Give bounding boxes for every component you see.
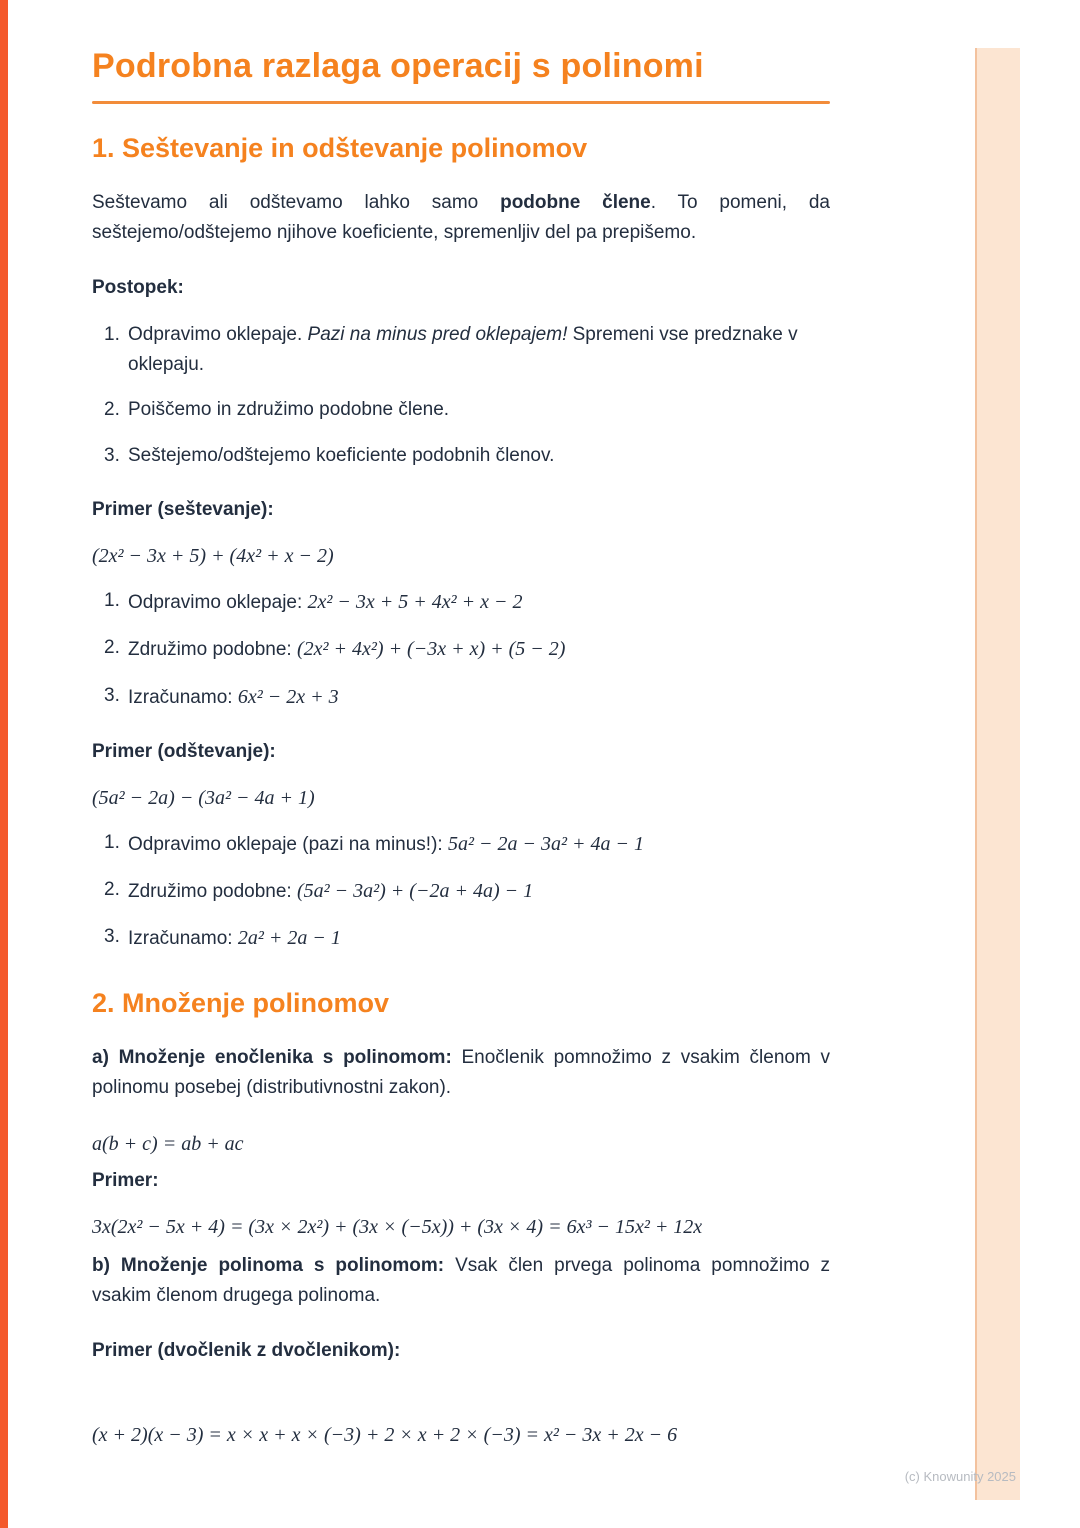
- right-margin-band: [975, 48, 1020, 1500]
- step-text: Seštejemo/odštejemo koeficiente podobnih členov.: [128, 444, 555, 466]
- paragraph-a-bold: a) Množenje enočlenika s polinomom:: [92, 1046, 452, 1068]
- page-title: Podrobna razlaga operacij s polinomi: [92, 47, 704, 85]
- step-math: 6x² − 2x + 3: [237, 685, 339, 708]
- postopek-list: [92, 320, 830, 472]
- primer-dvoclenik-label: Primer (dvočlenik z dvočlenikom):: [92, 1340, 401, 1362]
- section-2-heading: 2. Množenje polinomov: [92, 987, 390, 1018]
- example-step: [104, 875, 830, 907]
- step-label: Združimo podobne:: [128, 639, 297, 661]
- left-accent-stripe: [0, 0, 8, 1528]
- example-step: [104, 586, 830, 618]
- example-step: [104, 633, 830, 665]
- example-step: [104, 681, 830, 713]
- step-math: 5a² − 2a − 3a² + 4a − 1: [447, 832, 644, 855]
- step-label: Odpravimo oklepaje:: [128, 591, 308, 613]
- distributive-law-formula: a(b + c) = ab + ac: [92, 1133, 244, 1156]
- intro-bold-term: podobne člene: [500, 191, 651, 213]
- title-divider: [92, 101, 830, 104]
- section-1-intro: [92, 188, 830, 250]
- intro-text-1: Seštevamo ali odštevamo lahko samo: [92, 191, 501, 213]
- example-step: [104, 828, 830, 860]
- primer-sestevanje-steps: [92, 586, 830, 713]
- primer-sestevanje-label: Primer (seštevanje):: [92, 499, 274, 521]
- step-label: Izračunamo:: [128, 928, 238, 950]
- watermark: (c) Knowunity 2025: [904, 1469, 1016, 1484]
- primer-sestevanje-expression: (2x² − 3x + 5) + (4x² + x − 2): [92, 544, 334, 567]
- step-italic-warning: Pazi na minus pred oklepajem!: [307, 323, 568, 345]
- paragraph-monomial: [92, 1043, 830, 1105]
- example-step: [104, 922, 830, 954]
- step-math: (2x² + 4x²) + (−3x + x) + (5 − 2): [297, 638, 566, 661]
- paragraph-b-bold: b) Množenje polinoma s polinomom:: [92, 1254, 445, 1276]
- step-label: Odpravimo oklepaje (pazi na minus!):: [128, 833, 448, 855]
- step-math: 2x² − 3x + 5 + 4x² + x − 2: [307, 590, 523, 613]
- primer-odstevanje-steps: [92, 828, 830, 955]
- postopek-label: Postopek:: [92, 277, 184, 299]
- step-label: Izračunamo:: [128, 686, 238, 708]
- primer-label: Primer:: [92, 1170, 159, 1192]
- primer-odstevanje-label: Primer (odštevanje):: [92, 741, 276, 762]
- paragraph-a-text: Enočlenik pomnožimo z vsakim členom v polinomu posebej (distributivnostni zakon).: [92, 1046, 830, 1099]
- postopek-step-2: [104, 395, 830, 425]
- intro-text-2: . To pomeni, da seštejemo/odštejemo njihove koeficiente, spremenljiv del pa prepišemo.: [92, 191, 830, 244]
- primer-odstevanje-expression: (5a² − 2a) − (3a² − 4a + 1): [92, 786, 315, 809]
- paragraph-b-text: Vsak člen prvega polinoma pomnožimo z vsakim členom drugega polinoma.: [92, 1254, 830, 1307]
- step-label: Združimo podobne:: [128, 880, 297, 902]
- step-text: Spremeni vse predznake v oklepaju.: [128, 323, 798, 376]
- paragraph-polynomial: [92, 1251, 830, 1313]
- monomial-example-formula: 3x(2x² − 5x + 4) = (3x × 2x²) + (3x × (−5x)) + (3x × 4) = 6x³ − 15x² + 12x: [92, 1215, 703, 1238]
- postopek-step-1: [104, 320, 830, 381]
- section-1-heading: 1. Seštevanje in odštevanje polinomov: [92, 132, 588, 163]
- step-math: (5a² − 3a²) + (−2a + 4a) − 1: [297, 879, 534, 902]
- step-text: Odpravimo oklepaje.: [128, 323, 308, 345]
- postopek-step-3: [104, 441, 830, 471]
- document-content: [92, 46, 830, 1449]
- step-text: Poiščemo in združimo podobne člene.: [128, 399, 450, 421]
- step-math: 2a² + 2a − 1: [237, 927, 341, 950]
- binomial-example-formula: (x + 2)(x − 3) = x × x + x × (−3) + 2 × x + 2 × (−3) = x² − 3x + 2x − 6: [92, 1423, 678, 1446]
